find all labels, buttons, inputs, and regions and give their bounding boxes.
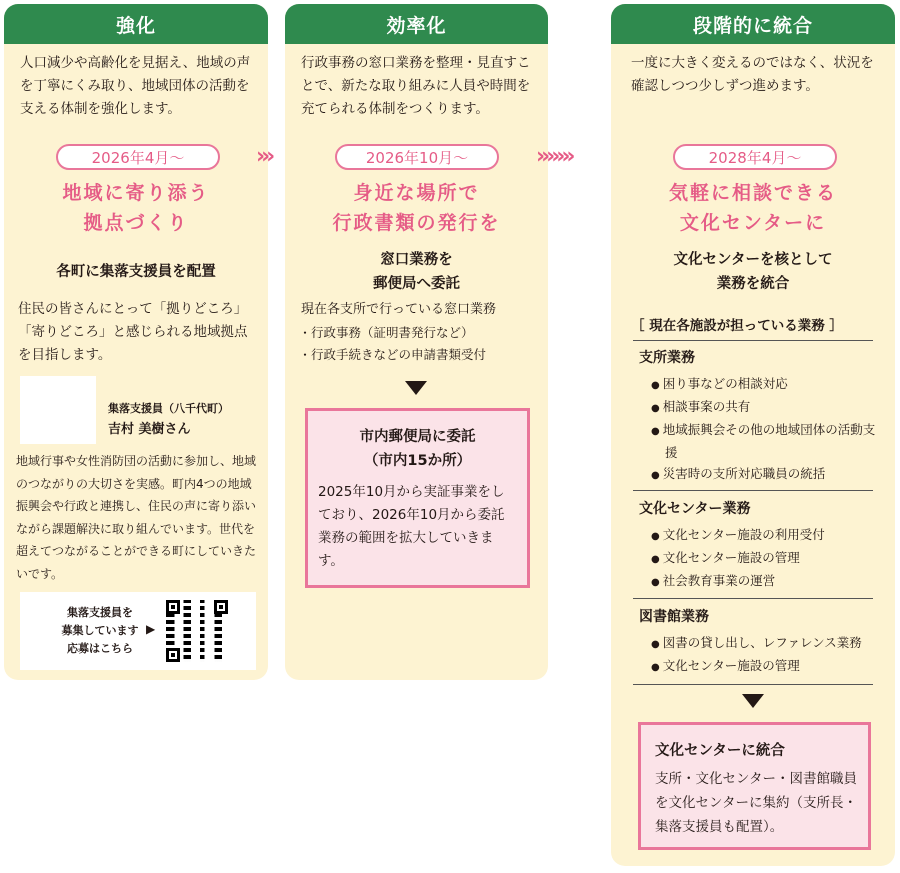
list-item: ● 文化センター施設の利用受付: [651, 524, 876, 547]
list-item: ● 相談事案の共有: [651, 396, 876, 419]
chevrons-right-icon: ›››››››: [536, 144, 572, 169]
staff-name: 吉村 美樹さん: [108, 422, 191, 437]
group-heading: 図書館業務: [639, 609, 709, 625]
group-list: [651, 524, 876, 593]
staff-role: 集落支援員（八千代町）: [108, 402, 229, 415]
recruit-line: 集落支援員を: [67, 606, 133, 619]
intro-text: 行政事務の窓口業務を整理・見直すことで、新たな取り組みに人員や時間を充てられる体制をつくります。: [301, 55, 531, 117]
intro-text: 一度に大きく変えるのではなく、状況を確認しつつ少しずつ進めます。: [631, 55, 874, 94]
qr-finder: [214, 600, 228, 614]
box-title: 市内郵便局に委託 （市内15か所）: [359, 429, 476, 469]
staff-photo: [20, 376, 96, 444]
date-badge: 2026年4月～: [56, 144, 220, 170]
chevrons-right-icon: ›››: [256, 144, 272, 169]
date-badge: 2028年4月～: [673, 144, 837, 170]
list-item: ・ 行政手続きなどの申請書類受付: [299, 344, 539, 366]
divider: [633, 340, 873, 341]
section-body: 現在各支所で行っている窓口業務: [301, 302, 497, 317]
recruit-qr-card[interactable]: [20, 592, 256, 670]
divider: [633, 490, 873, 491]
intro-text: 人口減少や高齢化を見据え、地域の声を丁寧にくみ取り、地域団体の活動を支える体制を強化します。: [20, 55, 251, 117]
post-office-box: [305, 408, 530, 588]
group-list: [651, 632, 876, 678]
arrow-down-icon: [742, 694, 764, 708]
panel-header: 効率化: [285, 4, 548, 44]
list-item: ● 困り事などの相談対応: [651, 373, 876, 396]
qr-finder: [166, 648, 180, 662]
section-title: 気軽に相談できる 文化センターに: [668, 182, 837, 234]
group-heading: 支所業務: [639, 350, 695, 366]
window-task-list: [299, 322, 539, 366]
list-item: ● 図書の貸し出し、レファレンス業務: [651, 632, 876, 655]
staff-quote: 地域行事や女性消防団の活動に参加し、地域のつながりの大切さを実感。町内4つの地域振興会や行政と連携し、住民の声に寄り添いながら課題解決に取り組んでいます。世代を超えてつながることができる町にしていきたいです。: [16, 454, 257, 581]
list-item: ● 災害時の支所対応職員の統括: [651, 463, 876, 486]
divider: [633, 684, 873, 685]
section-subheading: 文化センターを核として 業務を統合: [673, 252, 833, 292]
recruit-line: 募集しています: [61, 624, 139, 637]
recruit-line: 応募はこちら: [67, 642, 133, 655]
list-item: ● 文化センター施設の管理: [651, 655, 876, 678]
divider: [633, 598, 873, 599]
qr-finder: [166, 600, 180, 614]
integration-box: [638, 722, 871, 850]
list-item: ● 地域振興会その他の地域団体の活動支援: [651, 419, 876, 463]
panel-header: 強化: [4, 4, 268, 44]
list-item: ● 文化センター施設の管理: [651, 547, 876, 570]
date-badge: 2026年10月～: [335, 144, 499, 170]
section-title: 地域に寄り添う 拠点づくり: [62, 182, 210, 234]
section-subheading: 各町に集落支援員を配置: [56, 264, 216, 280]
recruit-text: [50, 604, 150, 658]
box-title: 文化センターに統合: [655, 743, 785, 759]
panel-header: 段階的に統合: [611, 4, 895, 44]
panel-strengthen: [4, 4, 268, 680]
qr-code-icon[interactable]: [166, 600, 228, 662]
box-body: 支所・文化センター・図書館職員を文化センターに集約（支所長・集落支援員も配置）。: [655, 771, 857, 835]
group-heading: 文化センター業務: [639, 501, 751, 517]
bracket-heading: ［ 現在各施設が担っている業務 ］: [631, 318, 843, 334]
section-body: 住民の皆さんにとって「拠りどころ」「寄りどころ」と感じられる地域拠点を目指します。: [18, 301, 248, 363]
panel-integration: [611, 4, 895, 866]
list-item: ・ 行政事務（証明書発行など）: [299, 322, 539, 344]
box-body: 2025年10月から実証事業をしており、2026年10月から委託業務の範囲を拡大していきます。: [318, 484, 505, 569]
triangle-right-icon: ▶: [146, 622, 156, 636]
section-title: 身近な場所で 行政書類の発行を: [332, 182, 501, 234]
panel-efficiency: [285, 4, 548, 680]
arrow-down-icon: [405, 381, 427, 395]
list-item: ● 社会教育事業の運営: [651, 570, 876, 593]
section-subheading: 窓口業務を 郵便局へ委託: [373, 252, 460, 292]
group-list: [651, 373, 876, 486]
